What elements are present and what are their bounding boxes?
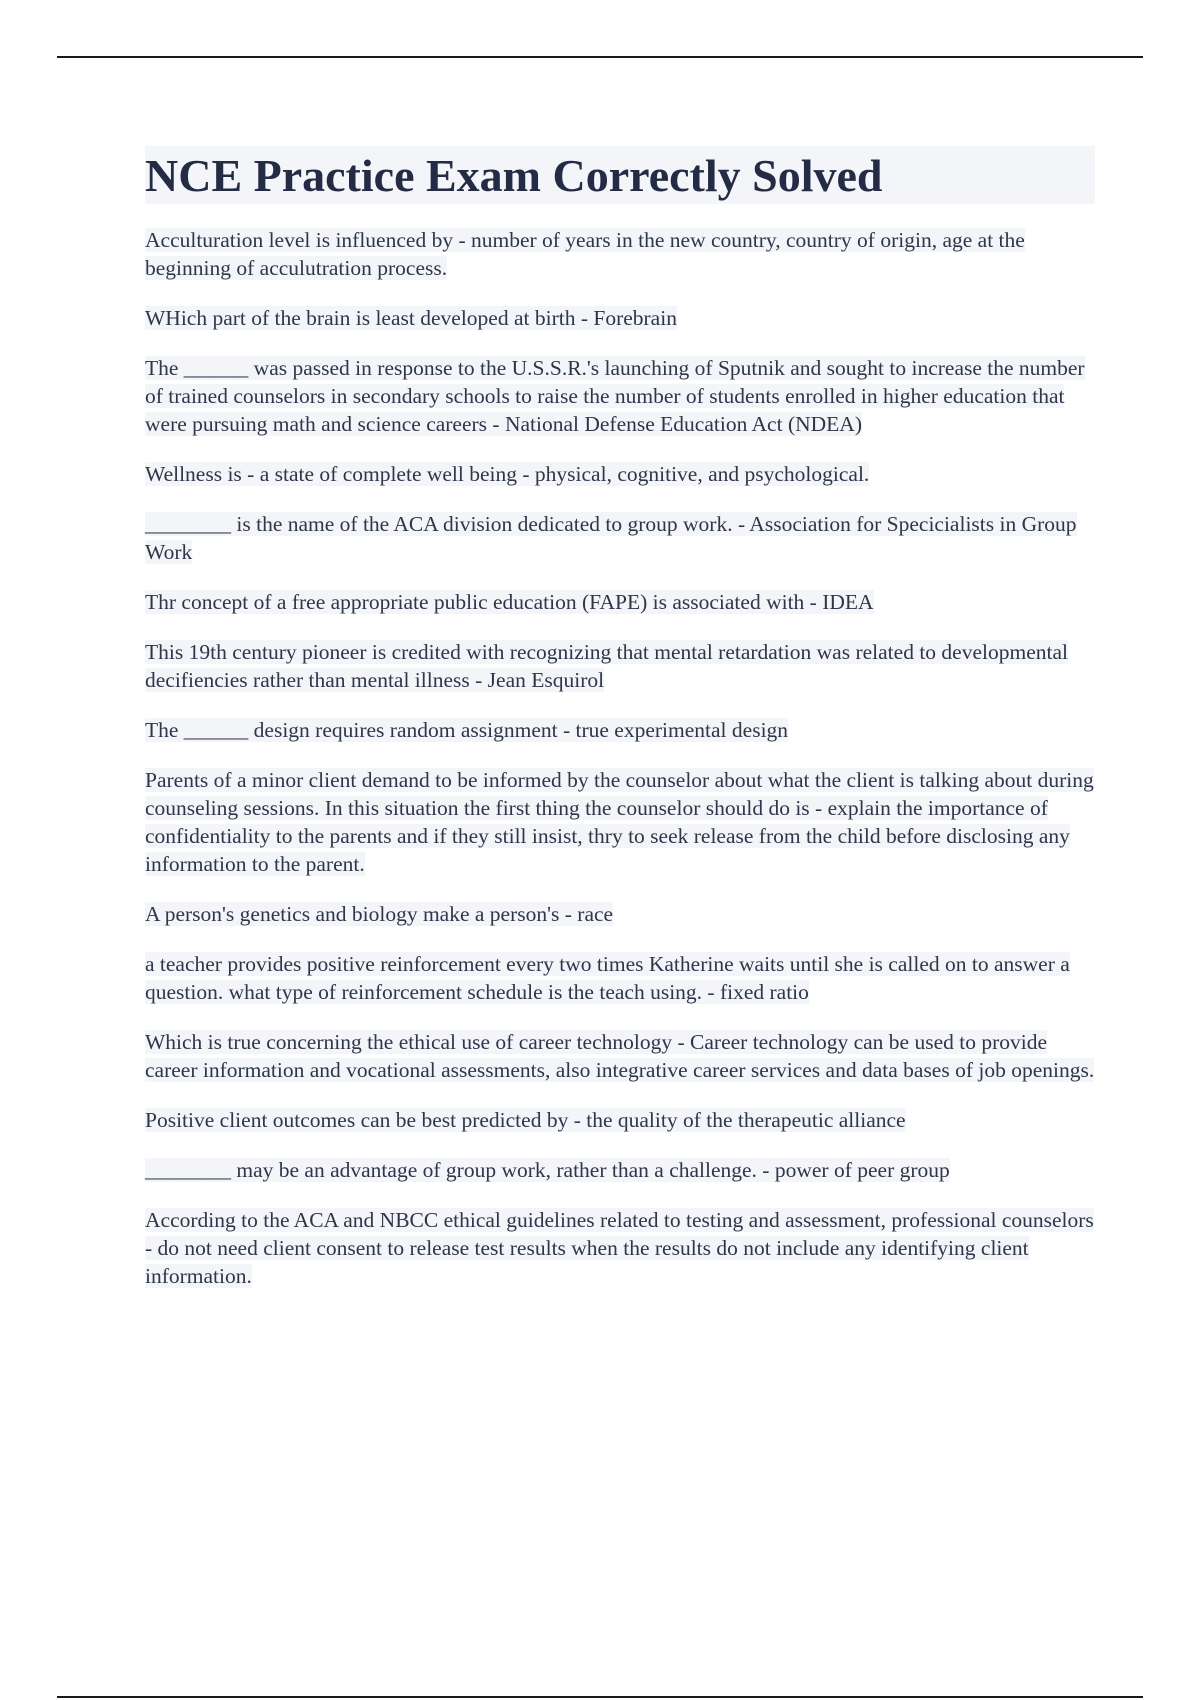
document-body: [145, 146, 1095, 1312]
page-title: NCE Practice Exam Correctly Solved: [145, 146, 1095, 204]
qa-text: A person's genetics and biology make a person's - race: [145, 902, 614, 926]
qa-text: This 19th century pioneer is credited with recognizing that mental retardation was related to developmental decifiencies rather than mental illness - Jean Esquirol: [145, 640, 1068, 692]
qa-item: [145, 638, 1095, 694]
qa-text: Wellness is - a state of complete well being - physical, cognitive, and psychological.: [145, 462, 870, 486]
qa-text: According to the ACA and NBCC ethical guidelines related to testing and assessment, professional counselors - do not need client consent to release test results when the results do not include any identifying client information.: [145, 1208, 1094, 1288]
qa-item: [145, 460, 1095, 488]
qa-item: [145, 1028, 1095, 1084]
bottom-rule: [57, 1696, 1143, 1698]
qa-item: [145, 510, 1095, 566]
qa-item: [145, 716, 1095, 744]
qa-item: [145, 226, 1095, 282]
qa-text: Positive client outcomes can be best predicted by - the quality of the therapeutic alliance: [145, 1108, 906, 1132]
qa-item: [145, 950, 1095, 1006]
top-rule: [57, 56, 1143, 58]
qa-text: ________ may be an advantage of group work, rather than a challenge. - power of peer group: [145, 1158, 950, 1182]
qa-item: [145, 304, 1095, 332]
qa-text: Acculturation level is influenced by - number of years in the new country, country of origin, age at the beginning of acculutration process.: [145, 228, 1025, 280]
qa-text: The ______ design requires random assignment - true experimental design: [145, 718, 789, 742]
qa-text: Parents of a minor client demand to be informed by the counselor about what the client is talking about during counseling sessions. In this situation the first thing the counselor should do is - explain the importance of confidentiality to the parents and if they still insist, thry to seek release from the child before disclosing any information to the parent.: [145, 768, 1094, 876]
qa-text: Thr concept of a free appropriate public education (FAPE) is associated with - IDEA: [145, 590, 874, 614]
qa-item: [145, 588, 1095, 616]
qa-item: [145, 1106, 1095, 1134]
qa-text: a teacher provides positive reinforcement every two times Katherine waits until she is called on to answer a question. what type of reinforcement schedule is the teach using. - fixed ratio: [145, 952, 1070, 1004]
qa-item: [145, 1156, 1095, 1184]
qa-text: Which is true concerning the ethical use of career technology - Career technology can be used to provide career information and vocational assessments, also integrative career services and data bases of job openings.: [145, 1030, 1095, 1082]
qa-item: [145, 1206, 1095, 1290]
qa-item: [145, 354, 1095, 438]
qa-text: ________ is the name of the ACA division dedicated to group work. - Association for Specicialists in Group Work: [145, 512, 1077, 564]
qa-text: The ______ was passed in response to the U.S.S.R.'s launching of Sputnik and sought to increase the number of trained counselors in secondary schools to raise the number of students enrolled in higher education that were pursuing math and science careers - National Defense Education Act (NDEA): [145, 356, 1085, 436]
qa-item: [145, 900, 1095, 928]
qa-item: [145, 766, 1095, 878]
qa-text: WHich part of the brain is least developed at birth - Forebrain: [145, 306, 677, 330]
